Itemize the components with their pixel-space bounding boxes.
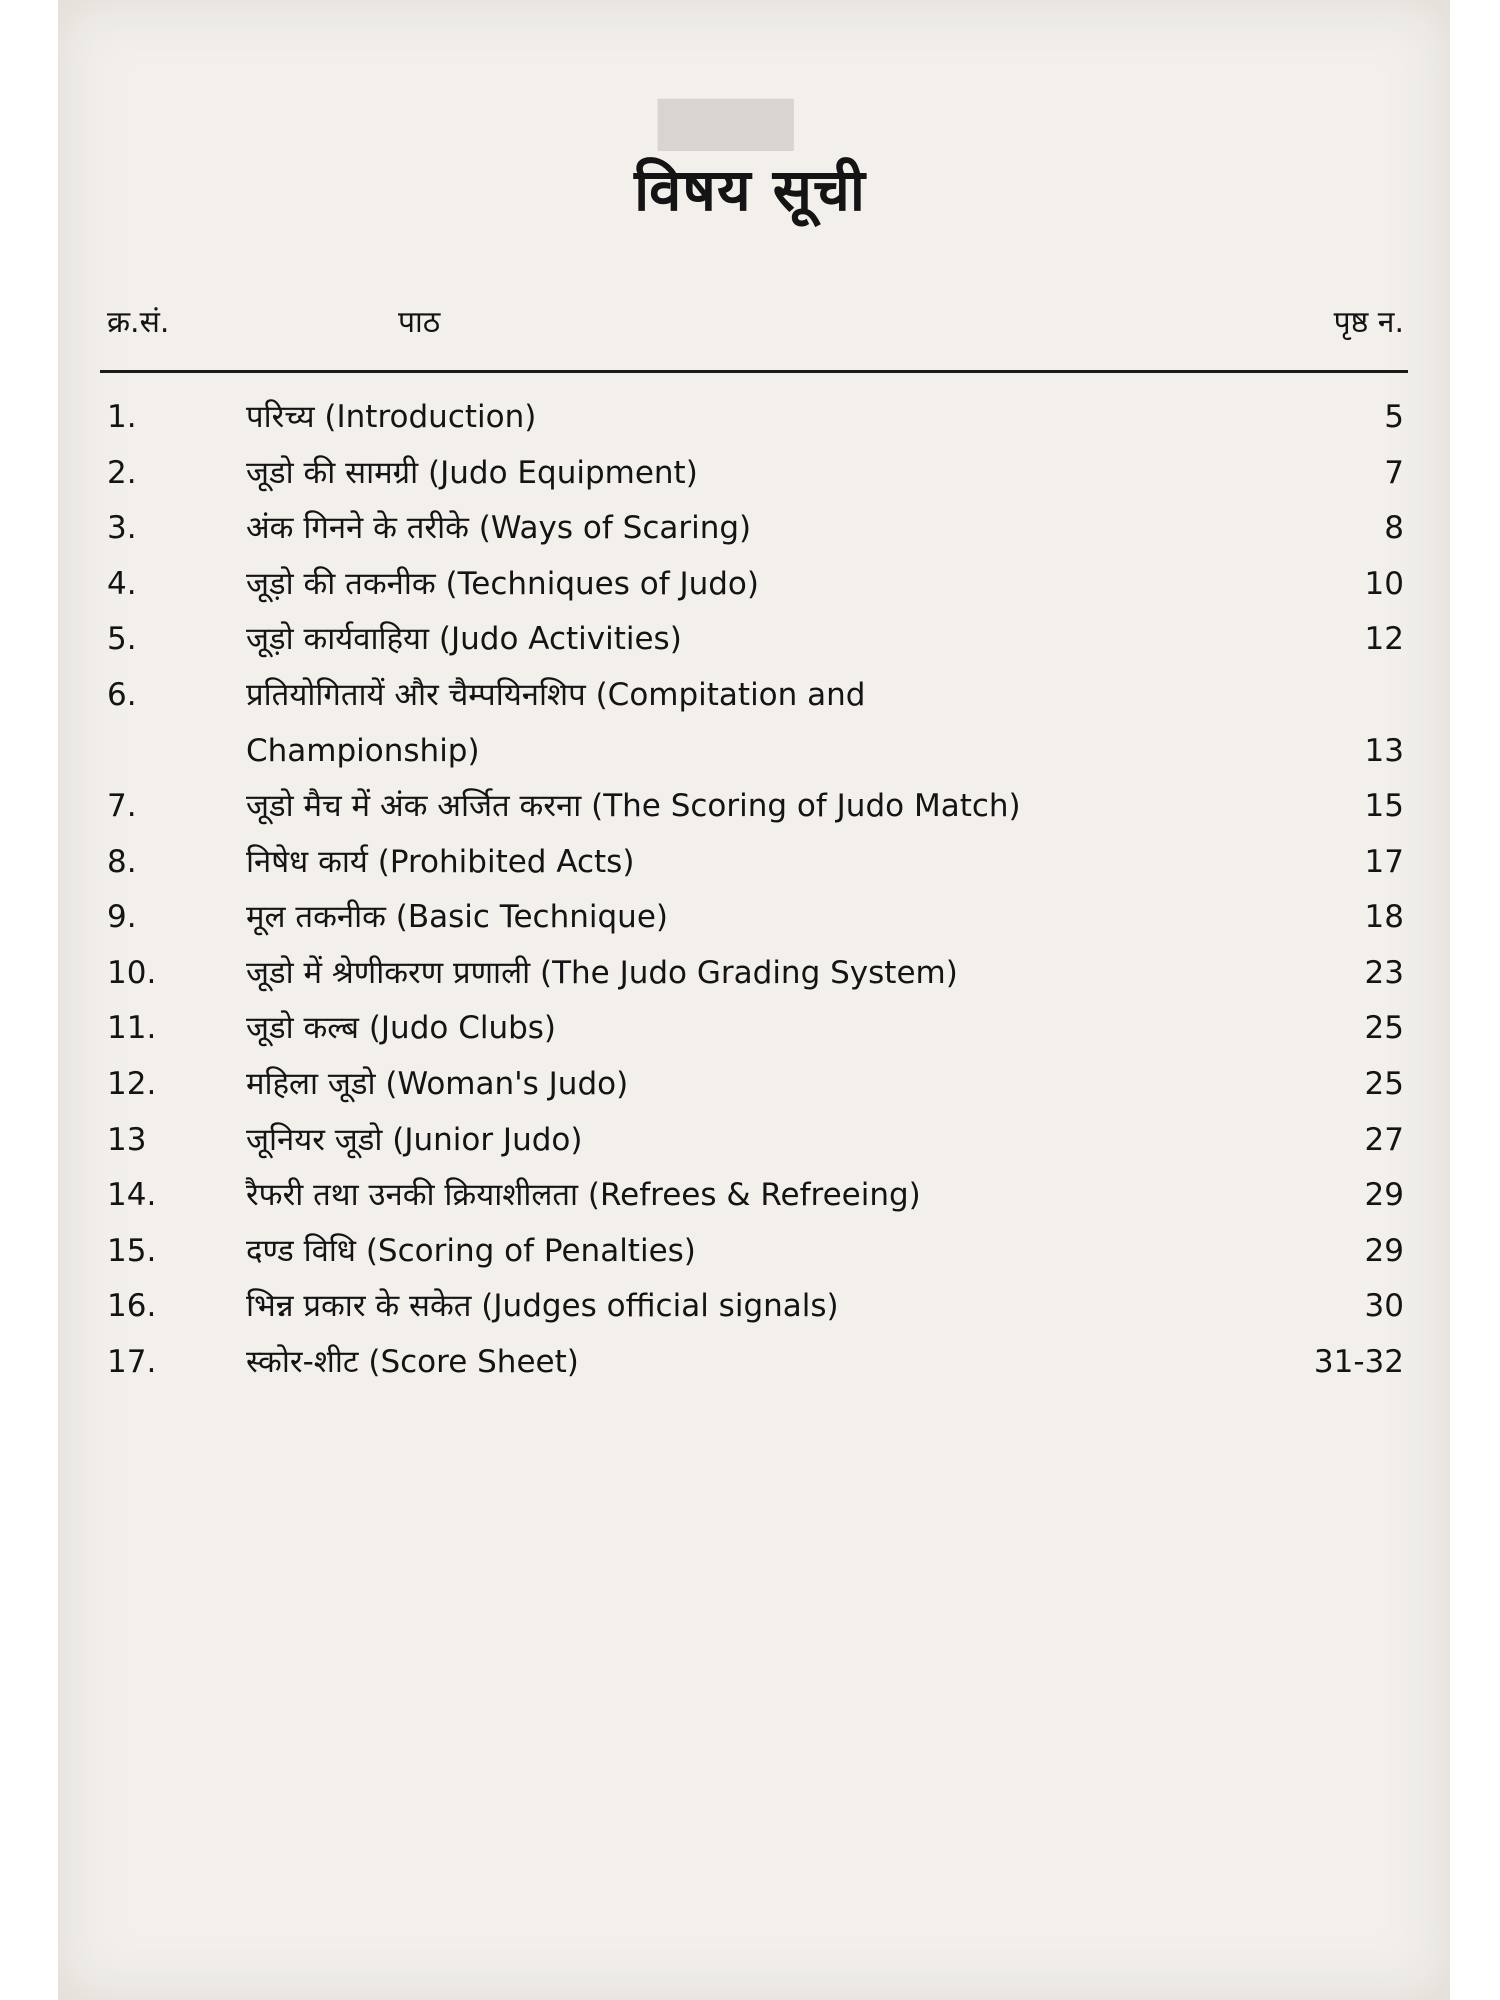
toc-entry xyxy=(0,1113,1500,1169)
entry-number: 14. xyxy=(107,1177,157,1214)
toc-entry xyxy=(0,1224,1500,1280)
column-header-page: पृष्ठ न. xyxy=(1333,305,1404,340)
entry-title: अंक गिनने के तरीके (Ways of Scaring) xyxy=(246,510,752,547)
entry-page: 30 xyxy=(1364,1288,1404,1325)
toc-entry xyxy=(0,890,1500,946)
entry-title: जूडो में श्रेणीकरण प्रणाली (The Judo Grading System) xyxy=(246,954,958,991)
toc-entry xyxy=(0,835,1500,891)
entry-page: 15 xyxy=(1364,787,1404,824)
entry-title: जूनियर जूडो (Junior Judo) xyxy=(246,1121,583,1158)
entry-title: महिला जूडो (Woman's Judo) xyxy=(246,1065,629,1102)
entry-number: 1. xyxy=(107,399,137,435)
entry-page: 25 xyxy=(1364,1065,1404,1102)
entry-title: परिच्य (Introduction) xyxy=(246,399,537,435)
entry-page: 13 xyxy=(1364,732,1404,769)
entry-page: 17 xyxy=(1364,843,1404,880)
toc-entry xyxy=(0,1057,1500,1113)
toc-entry xyxy=(0,779,1500,835)
entry-title: मूल तकनीक (Basic Technique) xyxy=(246,899,668,936)
toc-entry xyxy=(0,557,1500,613)
entry-number: 10. xyxy=(107,954,157,991)
entry-number: 17. xyxy=(107,1343,157,1380)
toc-entry xyxy=(0,1279,1500,1335)
header-divider xyxy=(100,370,1408,373)
entry-number: 9. xyxy=(107,899,137,936)
entry-title: स्कोर-शीट (Score Sheet) xyxy=(246,1343,579,1380)
entry-page: 8 xyxy=(1384,510,1404,547)
entry-title: प्रतियोगितायें और चैम्पयिनशिप (Compitation and Championship) xyxy=(246,676,866,769)
entry-page: 29 xyxy=(1364,1232,1404,1269)
column-header-lesson: पाठ xyxy=(398,305,441,340)
entry-page: 5 xyxy=(1384,399,1404,435)
toc-entry xyxy=(0,612,1500,668)
entry-number: 5. xyxy=(107,621,137,658)
toc-entry xyxy=(0,390,1500,446)
entry-title: दण्ड विधि (Scoring of Penalties) xyxy=(246,1232,696,1269)
entry-page: 23 xyxy=(1364,954,1404,991)
column-header-serial: क्र.सं. xyxy=(107,305,170,340)
toc-entry xyxy=(0,501,1500,557)
toc-entry xyxy=(0,1001,1500,1057)
entry-number: 7. xyxy=(107,787,137,824)
entry-number: 8. xyxy=(107,843,137,880)
entry-page: 29 xyxy=(1364,1177,1404,1214)
entry-title: जूडो कल्ब (Judo Clubs) xyxy=(246,1010,557,1047)
entry-title: जूडो की सामग्री (Judo Equipment) xyxy=(246,454,698,491)
entry-title: निषेध कार्य (Prohibited Acts) xyxy=(246,843,635,880)
entry-title: रैफरी तथा उनकी क्रियाशीलता (Refrees & Refreeing) xyxy=(246,1177,921,1214)
entry-title: भिन्न प्रकार के सकेत (Judges official signals) xyxy=(246,1288,839,1325)
entry-page: 18 xyxy=(1364,899,1404,936)
entry-number: 16. xyxy=(107,1288,157,1325)
entry-number: 3. xyxy=(107,510,137,547)
entry-page: 10 xyxy=(1364,565,1404,602)
toc-entry xyxy=(0,946,1500,1002)
toc-entry xyxy=(0,1168,1500,1224)
entry-page: 31-32 xyxy=(1313,1343,1404,1380)
entry-title: जूड़ो कार्यवाहिया (Judo Activities) xyxy=(246,621,682,658)
entry-number: 13 xyxy=(107,1121,147,1158)
entry-page: 25 xyxy=(1364,1010,1404,1047)
bleed-through-decoration: ████ xyxy=(658,100,794,151)
entry-number: 11. xyxy=(107,1010,157,1047)
table-of-contents xyxy=(0,390,1500,1391)
entry-page: 27 xyxy=(1364,1121,1404,1158)
page-title: विषय सूची xyxy=(634,156,866,224)
entry-number: 2. xyxy=(107,454,137,491)
toc-entry xyxy=(0,668,1500,779)
entry-title: जूड़ो की तकनीक (Techniques of Judo) xyxy=(246,565,759,602)
entry-number: 4. xyxy=(107,565,137,602)
entry-title: जूडो मैच में अंक अर्जित करना (The Scoring of Judo Match) xyxy=(246,787,1021,824)
entry-number: 12. xyxy=(107,1065,157,1102)
toc-entry xyxy=(0,446,1500,502)
entry-page: 7 xyxy=(1384,454,1404,491)
entry-number: 15. xyxy=(107,1232,157,1269)
entry-page: 12 xyxy=(1364,621,1404,658)
toc-entry xyxy=(0,1335,1500,1391)
entry-number: 6. xyxy=(107,676,137,713)
